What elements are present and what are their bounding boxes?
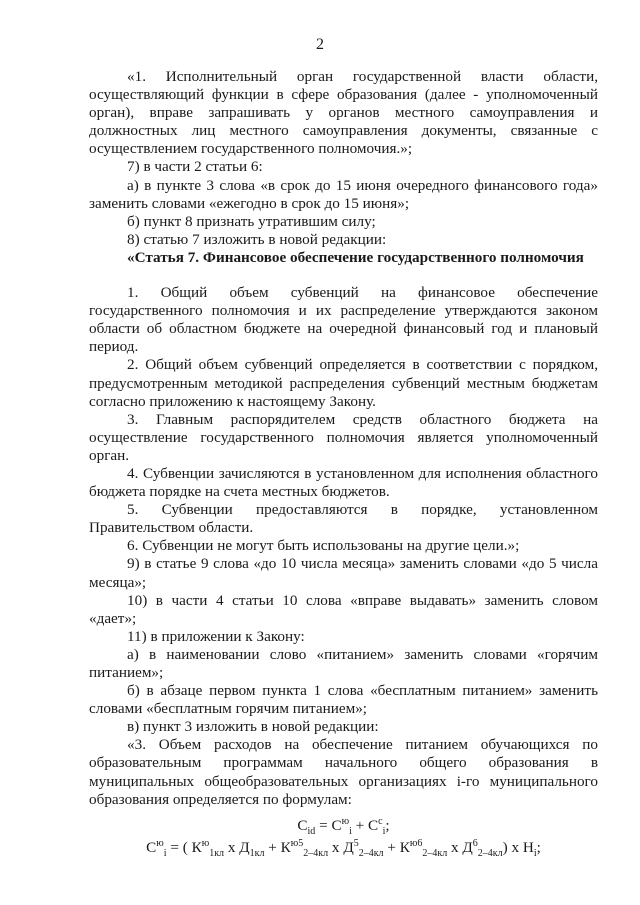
paragraph-item-10: 10) в части 4 статьи 10 слова «вправе выдавать» заменить словом «дает»; — [89, 591, 598, 627]
paragraph-item-11: 11) в приложении к Закону: — [127, 627, 305, 645]
article-7-heading: «Статья 7. Финансовое обеспечение государственного полномочия — [127, 248, 584, 266]
paragraph-item-11a: а) в наименовании слово «питанием» заменить словами «горячим питанием»; — [89, 645, 598, 681]
article-7-point-5: 5. Субвенции предоставляются в порядке, установленном Правительством области. — [89, 501, 598, 537]
paragraph-item-9: 9) в статье 9 слова «до 10 числа месяца» заменить словами «до 5 числа месяца»; — [89, 555, 598, 591]
page-number: 2 — [316, 36, 324, 53]
paragraph-item-11c: в) пункт 3 изложить в новой редакции: — [127, 718, 379, 736]
paragraph-item-11b: б) в абзаце первом пункта 1 слова «бесплатным питанием» заменить словами «бесплатным горячим питанием»; — [89, 682, 598, 718]
article-7-point-6: 6. Субвенции не могут быть использованы на другие цели.»; — [127, 537, 520, 555]
paragraph-item-7: 7) в части 2 статьи 6: — [127, 158, 263, 176]
article-7-point-4: 4. Субвенции зачисляются в установленном для исполнения областного бюджета порядке на счета местных бюджетов. — [89, 464, 598, 501]
paragraph-point-3-expenses: «3. Объем расходов на обеспечение питанием обучающихся по образовательным программам начального общего образования в муниципальных общеобразовательных организациях i-го муниципального образования определяется по формулам: — [89, 736, 598, 808]
formula-total-cost: $C_{id} = C^ю_i + C^c_i$; — [297, 815, 390, 837]
paragraph-item-8: 8) статью 7 изложить в новой редакции: — [127, 230, 387, 248]
article-7-point-2: 2. Общий объем субвенций определяется в соответствии с порядком, предусмотренным методикой распределения субвенций местным бюджетам согласно приложению к настоящему Закону. — [89, 356, 598, 410]
paragraph-item-7b: б) пункт 8 признать утратившим силу; — [127, 212, 376, 230]
formula-student-cost: $C^ю_i$ = ( $К^ю_{1кл}$ x $Д_{1кл} + К^{ю5}_{2-4кл}$ x $Д^5_{2-4кл} + К^{ю6}_{2-4кл}$ x $Д^6_{2-4кл}$) x $Н_i$; — [146, 837, 541, 859]
document-body — [89, 68, 598, 859]
article-7-point-1: 1. Общий объем субвенций на финансовое обеспечение государственного полномочия и их распределение утверждаются законом области об областном бюджете на очередной финансовый год и плановый период. — [89, 284, 598, 356]
paragraph-item-7a: а) в пункте 3 слова «в срок до 15 июня очередного финансового года» заменить словами «ежегодно в срок до 15 июня»; — [89, 176, 598, 212]
paragraph-authority-request: «1. Исполнительный орган государственной власти области, осуществляющий функции в сфере образования (далее - уполномоченный орган), вправе запрашивать у органов местного самоуправления и должностных лиц местного самоуправления документы, связанные с осуществлением государственного полномочия.»; — [89, 68, 598, 158]
article-7-point-3: 3. Главным распорядителем средств областного бюджета на осуществление государственного полномочия является уполномоченный орган. — [89, 410, 598, 464]
